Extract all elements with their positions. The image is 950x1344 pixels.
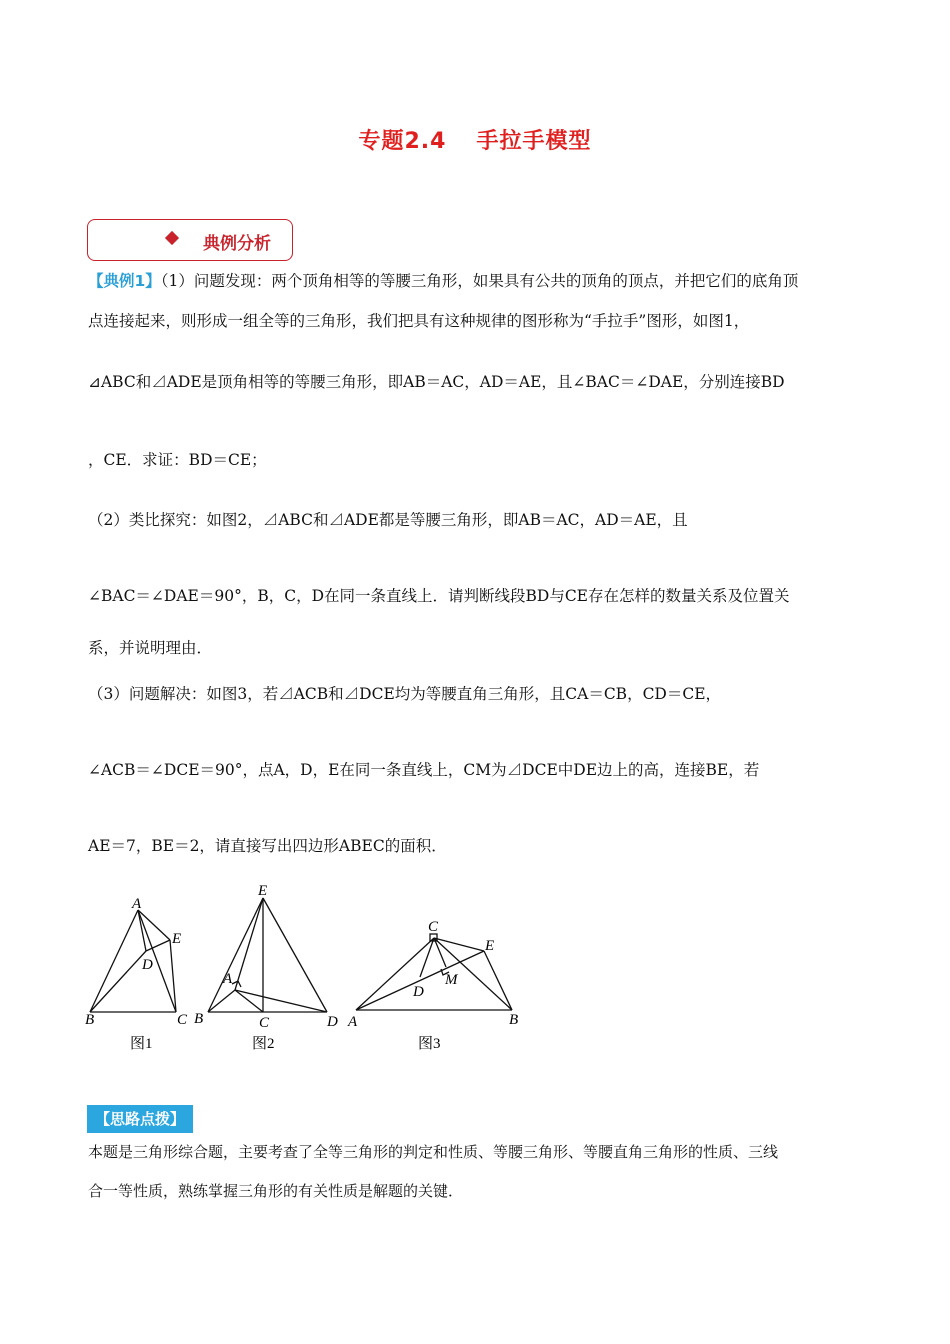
fig3-label: D <box>413 984 424 1000</box>
title-main: 手拉手模型 <box>476 129 592 154</box>
p2-line2: ∠BAC＝∠DAE＝90°，B，C，D在同一条直线上．请判断线段BD与CE存在怎样的数量关系及位置关 <box>88 587 790 605</box>
p1-line4: ，CE．求证：BD＝CE； <box>88 451 267 469</box>
fig2-label: A <box>223 971 233 987</box>
figure-2 <box>208 898 327 1012</box>
fig3-label: A <box>348 1014 358 1030</box>
fig3-label: M <box>445 972 458 988</box>
p2-line3: 系，并说明理由． <box>88 639 213 657</box>
p1-line3: ⊿ABC和⊿ADE是顶角相等的等腰三角形，即AB＝AC，AD＝AE，且∠BAC＝∠DAE，分别连接BD <box>88 373 785 391</box>
hint-tag: 【思路点拨】 <box>87 1105 193 1133</box>
fig3-label: B <box>509 1012 519 1028</box>
section-header <box>87 219 293 261</box>
p2-line1: （2）类比探究：如图2，⊿ABC和⊿ADE都是等腰三角形，即AB＝AC，AD＝AE，且 <box>88 511 688 529</box>
hint-line-1: 本题是三角形综合题，主要考查了全等三角形的判定和性质、等腰三角形、等腰直角三角形的性质、三线 <box>88 1143 779 1161</box>
p1-line2: 点连接起来，则形成一组全等的三角形，我们把具有这种规律的图形称为“手拉手”图形，如图1， <box>88 312 750 330</box>
p1-line1: （1）问题发现：两个顶角相等的等腰三角形，如果具有公共的顶角的顶点，并把它们的底角顶 <box>160 272 799 290</box>
fig2-label: C <box>259 1015 270 1031</box>
diamond-icon <box>165 231 179 245</box>
fig3-label: C <box>428 919 439 935</box>
fig1-caption: 图1 <box>130 1036 153 1052</box>
fig1-label: D <box>142 957 153 973</box>
figure-1 <box>90 910 176 1012</box>
p3-line1: （3）问题解决：如图3，若⊿ACB和⊿DCE均为等腰直角三角形，且CA＝CB，CD＝CE， <box>88 685 722 703</box>
fig1-label: A <box>132 896 142 912</box>
p3-line2: ∠ACB＝∠DCE＝90°，点A，D，E在同一条直线上，CM为⊿DCE中DE边上的高，连接BE，若 <box>88 761 760 779</box>
fig3-caption: 图3 <box>418 1036 441 1052</box>
fig1-label: E <box>172 931 182 947</box>
fig2-label: D <box>327 1014 338 1030</box>
section-label: 典例分析 <box>203 234 271 254</box>
page-title <box>0 124 950 155</box>
fig1-label: C <box>177 1012 188 1028</box>
fig3-label: E <box>485 938 495 954</box>
p3-line3: AE＝7，BE＝2，请直接写出四边形ABEC的面积． <box>88 837 447 855</box>
example-line-1 <box>88 269 798 291</box>
fig2-caption: 图2 <box>252 1036 275 1052</box>
geometry-figures <box>80 880 540 1060</box>
fig2-label: B <box>194 1011 204 1027</box>
fig1-label: B <box>85 1012 95 1028</box>
title-prefix: 专题2.4 <box>358 129 447 154</box>
fig2-label: E <box>258 883 268 899</box>
example-tag: 【典例1】 <box>88 272 161 290</box>
hint-line-2: 合一等性质，熟练掌握三角形的有关性质是解题的关键． <box>88 1182 464 1200</box>
figure-2-labels <box>194 883 338 1052</box>
